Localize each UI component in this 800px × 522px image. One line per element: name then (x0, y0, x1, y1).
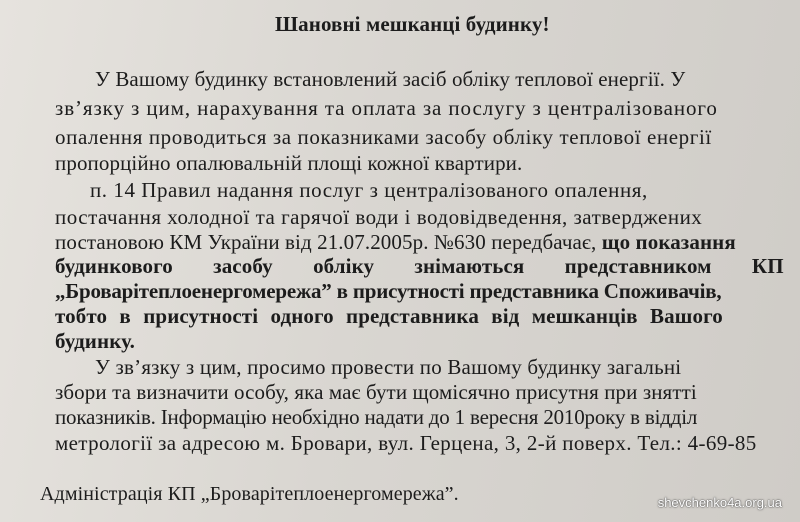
p2-line-7: будинку. (55, 329, 135, 353)
p3-line-2: збори та визначити особу, яка має бути щомісячно присутня при знятті (55, 380, 697, 404)
p2-line-1: п. 14 Правил надання послуг з централізованого опалення, (90, 178, 648, 202)
watermark: shevchenko4a.org.ua (657, 495, 782, 510)
p3-line-3: показників. Інформацію необхідно надати до 1 вересня 2010року в відділ (55, 405, 698, 429)
p1-line-4: пропорційно опалювальній площі кожної квартири. (55, 151, 523, 175)
p2-line-3 (55, 230, 736, 254)
p1-line-2: зв’язку з цим, нарахування та оплата за послугу з централізованого (55, 96, 718, 120)
p2-line-4: будинкового засобу обліку знімаються представником КП (55, 254, 784, 278)
p2-line-6: тобто в присутності одного представника від мешканців Вашого (55, 304, 723, 328)
p2-line-5: „Броварітеплоенергомережа” в присутності представника Споживачів, (55, 279, 722, 303)
p1-line-3: опалення проводиться за показниками засобу обліку теплової енергії (55, 125, 712, 149)
p1-line-1: У Вашому будинку встановлений засіб обліку теплової енергії. У (95, 67, 686, 91)
p2-line-2: постачання холодної та гарячої води і водовідведення, затверджених (55, 205, 703, 229)
p3-line-4: метрології за адресою м. Бровари, вул. Герцена, 3, 2-й поверх. Тел.: 4-69-85 (55, 431, 757, 455)
p2-line-3-normal: постановою КМ України від 21.07.2005р. №630 передбачає, (55, 230, 597, 254)
p2-line-3-bold: що показання (601, 230, 736, 254)
notice-title: Шановні мешканці будинку! (275, 12, 550, 36)
signature: Адміністрація КП „Броварітеплоенергомережа”. (40, 483, 459, 505)
p3-line-1: У зв’язку з цим, просимо провести по Вашому будинку загальні (95, 355, 682, 379)
